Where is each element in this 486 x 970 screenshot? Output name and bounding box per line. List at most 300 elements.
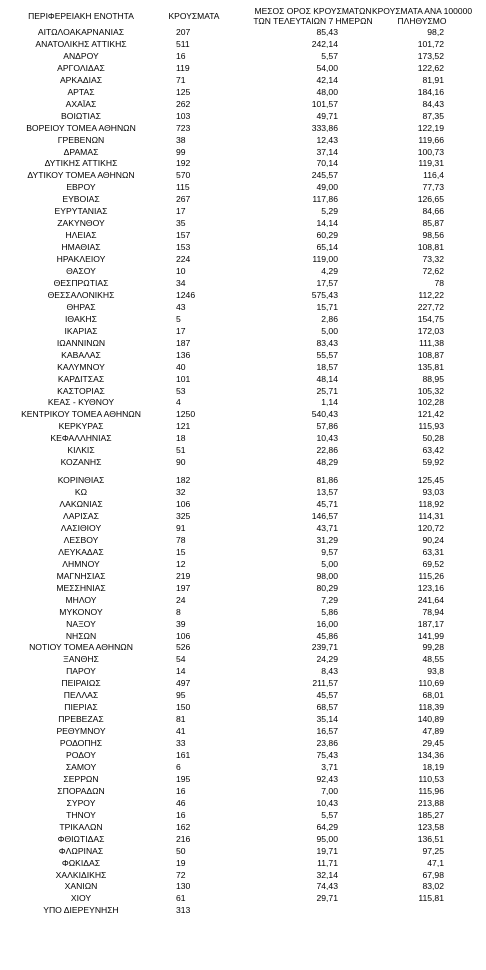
avg-value: 15,71 — [316, 301, 338, 312]
table-row — [0, 665, 486, 677]
region-name: ΜΕΣΣΗΝΙΑΣ — [56, 582, 106, 593]
cases-value: 81 — [176, 714, 186, 725]
table-row — [0, 181, 486, 193]
rate-value: 78,94 — [422, 606, 444, 617]
table-row — [0, 725, 486, 737]
table-row — [0, 522, 486, 534]
table-row — [0, 134, 486, 146]
rate-value: 111,38 — [418, 337, 444, 348]
region-name: ΜΥΚΟΝΟΥ — [59, 606, 103, 617]
avg-value: 29,71 — [316, 893, 338, 904]
region-name: ΦΘΙΩΤΙΔΑΣ — [57, 833, 105, 844]
rate-value: 84,43 — [422, 98, 444, 109]
rate-value: 125,45 — [417, 475, 444, 486]
table-row — [0, 749, 486, 761]
cases-value: 195 — [176, 773, 191, 784]
avg-value: 95,00 — [316, 833, 338, 844]
header-avg-line2: ΤΩΝ ΤΕΛΕΥΤΑΙΩΝ 7 ΗΜΕΡΩΝ — [253, 16, 373, 26]
table-row — [0, 653, 486, 665]
avg-value: 4,29 — [321, 266, 338, 276]
table-row — [0, 737, 486, 749]
table-row — [0, 277, 486, 289]
table-row — [0, 833, 486, 845]
rate-value: 29,45 — [422, 738, 444, 748]
table-row — [0, 785, 486, 797]
cases-value: 216 — [176, 833, 191, 844]
rate-value: 115,93 — [418, 421, 444, 432]
table-row — [0, 396, 486, 408]
region-name: ΠΑΡΟΥ — [66, 666, 96, 677]
avg-value: 92,43 — [316, 773, 338, 784]
region-name: ΙΩΑΝΝΙΝΩΝ — [56, 337, 106, 348]
cases-value: 38 — [176, 134, 186, 145]
cases-value: 6 — [176, 761, 181, 772]
region-name: ΗΡΑΚΛΕΙΟΥ — [56, 254, 106, 264]
region-name: ΧΑΛΚΙΔΙΚΗΣ — [55, 869, 107, 880]
avg-value: 11,71 — [317, 857, 338, 868]
avg-value: 10,43 — [316, 433, 338, 444]
table-row — [0, 337, 486, 349]
cases-value: 32 — [176, 487, 186, 498]
region-name: ΔΥΤΙΚΗΣ ΑΤΤΙΚΗΣ — [44, 158, 118, 169]
cases-value: 4 — [176, 397, 181, 408]
avg-value: 65,14 — [316, 242, 338, 253]
avg-value: 7,29 — [321, 594, 338, 605]
header-avg — [252, 6, 374, 26]
table-row — [0, 193, 486, 205]
region-name: ΠΙΕΡΙΑΣ — [64, 702, 98, 713]
cases-value: 136 — [176, 349, 191, 360]
cases-value: 16 — [176, 785, 186, 796]
table-row — [0, 892, 486, 904]
region-name: ΝΟΤΙΟΥ ΤΟΜΕΑ ΑΘΗΝΩΝ — [29, 642, 133, 653]
rate-value: 78 — [434, 277, 444, 288]
rate-value: 105,32 — [417, 385, 444, 396]
cases-value: 150 — [176, 702, 191, 713]
avg-value: 5,29 — [321, 206, 338, 217]
avg-value: 333,86 — [311, 122, 338, 133]
avg-value: 45,86 — [316, 630, 338, 641]
table-row — [0, 809, 486, 821]
table-row — [0, 444, 486, 456]
cases-value: 43 — [176, 301, 186, 312]
region-name: ΚΑΒΑΛΑΣ — [61, 349, 101, 360]
avg-value: 81,86 — [316, 475, 338, 486]
rate-value: 112,22 — [418, 289, 444, 300]
cases-value: 187 — [176, 337, 191, 348]
cases-value: 34 — [176, 277, 186, 288]
avg-value: 242,14 — [311, 39, 338, 49]
region-name: ΜΑΓΝΗΣΙΑΣ — [56, 570, 106, 581]
cases-value: 103 — [176, 110, 191, 121]
avg-value: 9,57 — [321, 546, 338, 557]
cases-value: 157 — [176, 230, 191, 241]
table-row — [0, 408, 486, 420]
avg-value: 98,00 — [316, 570, 338, 581]
region-name: ΚΕΑΣ - ΚΥΘΝΟΥ — [47, 397, 115, 408]
cases-value: 8 — [176, 606, 181, 617]
region-name: ΝΗΣΩΝ — [65, 630, 97, 641]
table-row — [0, 385, 486, 397]
region-name: ΥΠΟ ΔΙΕΡΕΥΝΗΣΗ — [43, 905, 119, 916]
rate-value: 141,99 — [417, 630, 444, 641]
table-row — [0, 361, 486, 373]
avg-value: 5,57 — [321, 809, 338, 820]
cases-value: 162 — [176, 821, 191, 832]
rate-value: 99,28 — [422, 642, 444, 653]
rate-value: 69,52 — [422, 558, 444, 569]
rate-value: 135,81 — [417, 361, 444, 372]
avg-value: 70,14 — [316, 158, 338, 169]
region-name: ΚΑΛΥΜΝΟΥ — [57, 361, 105, 372]
table-row — [0, 432, 486, 444]
avg-value: 85,43 — [316, 27, 338, 37]
avg-value: 49,71 — [316, 110, 338, 121]
rate-value: 81,91 — [422, 74, 444, 85]
rate-value: 116,4 — [423, 170, 444, 181]
table-row — [0, 606, 486, 618]
avg-value: 5,57 — [321, 50, 338, 61]
avg-value: 10,43 — [316, 797, 338, 808]
cases-value: 72 — [176, 869, 186, 880]
region-name: ΦΛΩΡΙΝΑΣ — [58, 845, 104, 856]
table-row — [0, 301, 486, 313]
table-row — [0, 98, 486, 110]
region-name: ΛΑΣΙΘΙΟΥ — [60, 523, 102, 533]
region-name: ΠΕΙΡΑΙΩΣ — [61, 678, 101, 689]
table-row — [0, 534, 486, 546]
region-name: ΜΗΛΟΥ — [65, 594, 97, 605]
avg-value: 18,57 — [316, 361, 338, 372]
region-name: ΕΒΡΟΥ — [66, 182, 96, 193]
rate-value: 173,52 — [417, 50, 444, 61]
table-row — [0, 229, 486, 241]
cases-value: 570 — [176, 170, 191, 181]
cases-value: 16 — [176, 809, 186, 820]
avg-value: 3,71 — [321, 761, 338, 772]
table-row — [0, 38, 486, 50]
rate-value: 121,42 — [417, 409, 444, 420]
region-name: ΑΡΤΑΣ — [67, 86, 95, 97]
avg-value: 14,14 — [316, 218, 338, 229]
rate-value: 108,81 — [417, 242, 444, 253]
avg-value: 75,43 — [316, 750, 338, 760]
region-name: ΚΑΡΔΙΤΣΑΣ — [57, 373, 105, 384]
avg-value: 48,00 — [316, 86, 338, 97]
rate-value: 100,73 — [417, 146, 444, 157]
avg-value: 48,29 — [316, 457, 338, 468]
rate-value: 50,28 — [422, 433, 444, 444]
header-rate — [362, 6, 482, 26]
avg-value: 48,14 — [316, 373, 338, 384]
cases-value: 17 — [176, 325, 186, 336]
table-row — [0, 456, 486, 468]
avg-value: 55,57 — [316, 349, 338, 360]
avg-value: 45,71 — [316, 499, 338, 509]
region-name: ΡΟΔΟΠΗΣ — [59, 738, 103, 748]
cases-value: 95 — [176, 690, 186, 701]
region-name: ΘΕΣΠΡΩΤΙΑΣ — [53, 277, 109, 288]
table-row — [0, 641, 486, 653]
cases-value: 61 — [176, 893, 186, 904]
table-row — [0, 241, 486, 253]
table-row — [0, 761, 486, 773]
cases-value: 99 — [176, 146, 186, 157]
region-name: ΣΑΜΟΥ — [65, 761, 97, 772]
avg-value: 146,57 — [311, 511, 338, 521]
rate-value: 68,01 — [422, 690, 444, 701]
rate-value: 122,62 — [417, 62, 444, 73]
cases-value: 119 — [176, 62, 190, 73]
cases-value: 1250 — [176, 409, 196, 420]
rate-value: 83,02 — [422, 881, 444, 892]
avg-value: 19,71 — [316, 845, 338, 856]
rate-value: 184,16 — [417, 86, 444, 97]
cases-value: 1246 — [176, 289, 196, 300]
cases-value: 161 — [176, 750, 191, 760]
table-row — [0, 373, 486, 385]
region-name: ΤΡΙΚΑΛΩΝ — [59, 821, 103, 832]
region-name: ΘΗΡΑΣ — [66, 301, 96, 312]
region-name: ΛΑΚΩΝΙΑΣ — [59, 499, 103, 509]
avg-value: 101,57 — [311, 98, 338, 109]
table-row — [0, 677, 486, 689]
table-row — [0, 253, 486, 265]
table-row — [0, 582, 486, 594]
rate-value: 101,72 — [417, 39, 444, 49]
region-name: ΑΙΤΩΛΟΑΚΑΡΝΑΝΙΑΣ — [37, 27, 125, 37]
region-name: ΘΑΣΟΥ — [66, 266, 96, 276]
avg-value: 16,57 — [316, 726, 338, 737]
cases-value: 197 — [176, 582, 191, 593]
table-row — [0, 618, 486, 630]
region-name: ΒΟΙΩΤΙΑΣ — [61, 110, 101, 121]
rate-value: 93,03 — [422, 487, 444, 498]
avg-value: 54,00 — [316, 62, 338, 73]
cases-value: 5 — [176, 313, 181, 324]
region-name: ΞΑΝΘΗΣ — [63, 654, 99, 665]
table-row — [0, 689, 486, 701]
rate-value: 154,75 — [417, 313, 444, 324]
cases-value: 50 — [176, 845, 186, 856]
rate-value: 108,87 — [417, 349, 444, 360]
cases-value: 40 — [176, 361, 186, 372]
avg-value: 13,57 — [316, 487, 338, 498]
rate-value: 241,64 — [417, 594, 444, 605]
table-row — [0, 773, 486, 785]
cases-value: 153 — [176, 242, 191, 253]
region-name: ΚΟΡΙΝΘΙΑΣ — [57, 475, 105, 486]
region-name: ΧΑΝΙΩΝ — [64, 881, 98, 892]
region-name: ΛΕΥΚΑΔΑΣ — [58, 546, 104, 557]
table-row — [0, 701, 486, 713]
cases-value: 125 — [176, 86, 191, 97]
region-name: ΠΡΕΒΕΖΑΣ — [58, 714, 104, 725]
cases-value: 106 — [176, 630, 191, 641]
table-row — [0, 857, 486, 869]
region-name: ΑΝΑΤΟΛΙΚΗΣ ΑΤΤΙΚΗΣ — [35, 39, 127, 49]
avg-value: 49,00 — [316, 182, 338, 193]
avg-value: 35,14 — [316, 714, 338, 725]
header-rate-line1: ΚΡΟΥΣΜΑΤΑ ΑΝΑ 100000 — [371, 6, 473, 16]
cases-value: 106 — [176, 499, 191, 509]
rate-value: 119,31 — [418, 158, 444, 169]
avg-value: 22,86 — [316, 445, 338, 456]
region-name: ΑΡΓΟΛΙΔΑΣ — [57, 62, 105, 73]
avg-value: 64,29 — [316, 821, 338, 832]
table-row — [0, 713, 486, 725]
region-name: ΣΥΡΟΥ — [66, 797, 96, 808]
cases-value: 130 — [176, 881, 191, 892]
header-unit: ΠΕΡΙΦΕΡΕΙΑΚΗ ΕΝΟΤΗΤΑ — [28, 11, 134, 21]
cases-value: 192 — [176, 158, 191, 169]
cases-value: 17 — [176, 206, 186, 217]
rate-value: 48,55 — [422, 654, 444, 665]
table-row — [0, 594, 486, 606]
region-name: ΚΟΖΑΝΗΣ — [60, 457, 102, 468]
cases-value: 511 — [176, 39, 190, 49]
cases-value: 91 — [176, 523, 186, 533]
rate-value: 114,31 — [418, 511, 444, 521]
table-row — [0, 50, 486, 62]
region-name: ΑΡΚΑΔΙΑΣ — [59, 74, 103, 85]
rate-value: 85,87 — [422, 218, 444, 229]
avg-value: 239,71 — [311, 642, 338, 653]
table-row — [0, 904, 486, 916]
table-row — [0, 289, 486, 301]
region-name: ΕΥΡΥΤΑΝΙΑΣ — [54, 206, 108, 217]
table-row — [0, 546, 486, 558]
cases-value: 16 — [176, 50, 186, 61]
region-name: ΚΑΣΤΟΡΙΑΣ — [57, 385, 105, 396]
table-row — [0, 265, 486, 277]
rate-value: 97,25 — [422, 845, 444, 856]
cases-value: 313 — [176, 905, 191, 916]
rate-value: 122,19 — [417, 122, 444, 133]
region-name: ΑΝΔΡΟΥ — [63, 50, 99, 61]
table-row — [0, 630, 486, 642]
avg-value: 17,57 — [316, 277, 338, 288]
region-name: ΛΗΜΝΟΥ — [62, 558, 100, 569]
avg-value: 60,29 — [316, 230, 338, 241]
avg-value: 32,14 — [316, 869, 338, 880]
avg-value: 43,71 — [316, 523, 338, 533]
table-row — [0, 474, 486, 486]
cases-value: 723 — [176, 122, 191, 133]
cases-value: 53 — [176, 385, 186, 396]
cases-value: 262 — [176, 98, 191, 109]
rate-value: 115,81 — [418, 893, 444, 904]
cases-value: 207 — [176, 27, 191, 37]
region-name: ΗΜΑΘΙΑΣ — [61, 242, 101, 253]
cases-value: 325 — [176, 511, 191, 521]
table-row — [0, 205, 486, 217]
cases-value: 39 — [176, 618, 186, 629]
table-row — [0, 74, 486, 86]
cases-value: 182 — [176, 475, 191, 486]
avg-value: 211,57 — [312, 678, 338, 689]
table-row — [0, 217, 486, 229]
rate-value: 88,95 — [422, 373, 444, 384]
avg-value: 540,43 — [311, 409, 338, 420]
rate-value: 77,73 — [422, 182, 444, 193]
rate-value: 213,88 — [417, 797, 444, 808]
table-row — [0, 122, 486, 134]
avg-value: 575,43 — [311, 289, 338, 300]
avg-value: 16,00 — [316, 618, 338, 629]
rate-value: 187,17 — [417, 618, 444, 629]
table-row — [0, 62, 486, 74]
region-name: ΚΙΛΚΙΣ — [67, 445, 95, 456]
table-row — [0, 486, 486, 498]
rate-value: 47,89 — [422, 726, 444, 737]
region-name: ΛΑΡΙΣΑΣ — [63, 511, 99, 521]
cases-value: 224 — [176, 254, 191, 264]
region-name: ΚΕΡΚΥΡΑΣ — [58, 421, 104, 432]
rate-value: 59,92 — [422, 457, 444, 468]
region-name: ΡΕΘΥΜΝΟΥ — [56, 726, 106, 737]
cases-value: 14 — [176, 666, 186, 677]
rate-value: 90,24 — [422, 534, 444, 545]
avg-value: 5,86 — [321, 606, 338, 617]
cases-value: 115 — [176, 182, 190, 193]
rate-value: 172,03 — [417, 325, 444, 336]
table-row — [0, 570, 486, 582]
rate-value: 67,98 — [422, 869, 444, 880]
rate-value: 227,72 — [417, 301, 444, 312]
avg-value: 31,29 — [316, 534, 338, 545]
region-name: ΑΧΑΪΑΣ — [65, 98, 97, 109]
table-row — [0, 845, 486, 857]
cases-value: 15 — [176, 546, 186, 557]
rate-value: 72,62 — [422, 266, 444, 276]
table-row — [0, 26, 486, 38]
region-name: ΙΚΑΡΙΑΣ — [64, 325, 98, 336]
table-row — [0, 558, 486, 570]
rate-value: 18,19 — [422, 761, 444, 772]
table-row — [0, 313, 486, 325]
region-name: ΚΕΝΤΡΙΚΟΥ ΤΟΜΕΑ ΑΘΗΝΩΝ — [21, 409, 141, 420]
table-row — [0, 821, 486, 833]
header-avg-line1: ΜΕΣΟΣ ΟΡΟΣ ΚΡΟΥΣΜΑΤΩΝ — [254, 6, 372, 16]
table-row — [0, 498, 486, 510]
rate-value: 126,65 — [417, 194, 444, 205]
avg-value: 1,14 — [321, 397, 338, 408]
rate-value: 123,58 — [417, 821, 444, 832]
avg-value: 68,57 — [316, 702, 338, 713]
region-name: ΣΠΟΡΑΔΩΝ — [57, 785, 105, 796]
cases-value: 18 — [176, 433, 186, 444]
cases-value: 71 — [176, 74, 186, 85]
avg-value: 245,57 — [311, 170, 338, 181]
region-name: ΘΕΣΣΑΛΟΝΙΚΗΣ — [47, 289, 115, 300]
rate-value: 87,35 — [422, 110, 444, 121]
region-name: ΕΥΒΟΙΑΣ — [62, 194, 100, 205]
table-row — [0, 797, 486, 809]
rate-value: 134,36 — [417, 750, 444, 760]
table-row — [0, 146, 486, 158]
rate-value: 185,27 — [417, 809, 444, 820]
rate-value: 115,26 — [418, 570, 444, 581]
avg-value: 5,00 — [321, 558, 338, 569]
table-row — [0, 880, 486, 892]
rate-value: 98,56 — [422, 230, 444, 241]
rate-value: 110,53 — [418, 773, 444, 784]
rate-value: 123,16 — [417, 582, 444, 593]
rate-value: 93,8 — [427, 666, 444, 677]
rate-value: 84,66 — [422, 206, 444, 217]
rate-value: 110,69 — [418, 678, 444, 689]
